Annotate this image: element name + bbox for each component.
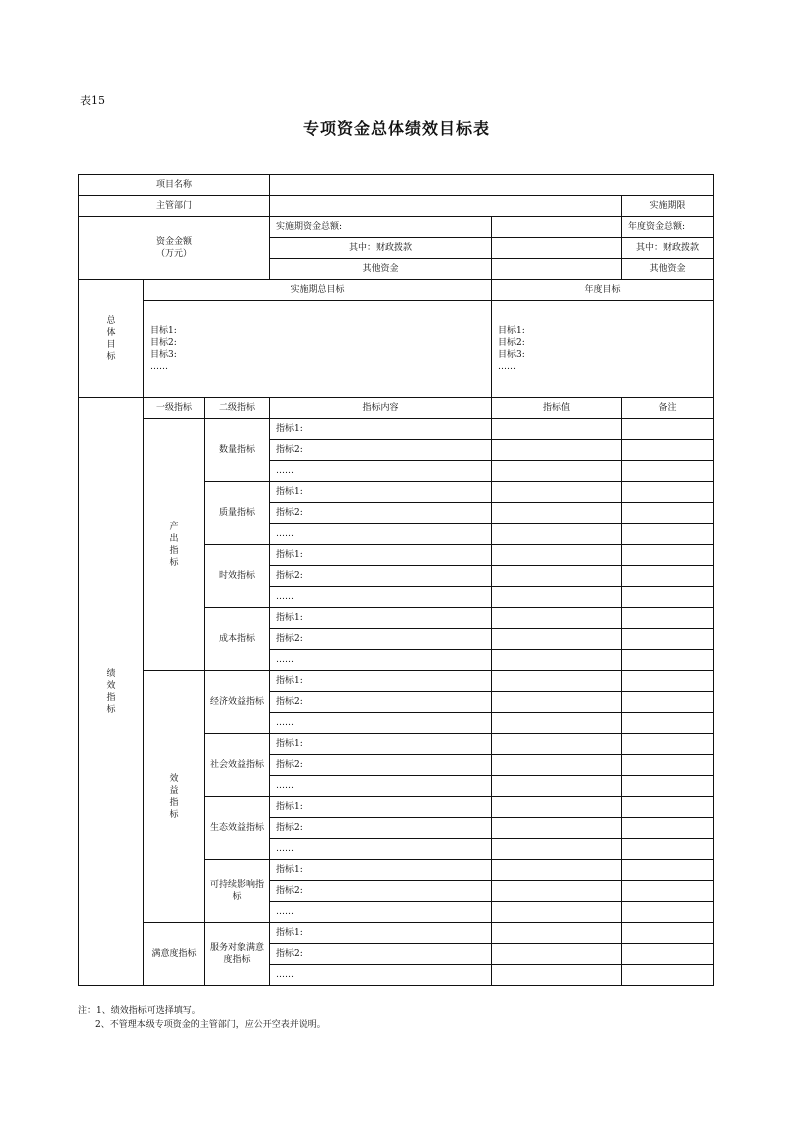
indicator-value-cell[interactable] xyxy=(492,755,622,776)
indicator-item[interactable]: 指标1: xyxy=(270,797,492,818)
goal-line: 目标3: xyxy=(150,350,177,360)
indicator-value-cell[interactable] xyxy=(492,818,622,839)
remark-cell[interactable] xyxy=(622,713,714,734)
period-label: 实施期限 xyxy=(622,196,714,217)
indicator-item[interactable]: 指标2: xyxy=(270,755,492,776)
indicator-value-cell[interactable] xyxy=(492,839,622,860)
indicator-item[interactable]: 指标1: xyxy=(270,671,492,692)
annual-goal-content[interactable] xyxy=(492,301,714,398)
benefit-indicator-label: 效益指标 xyxy=(144,671,205,923)
remark-cell[interactable] xyxy=(622,482,714,503)
quality-indicator-label: 质量指标 xyxy=(205,482,270,545)
header-level2: 二级指标 xyxy=(205,398,270,419)
indicator-item[interactable]: 指标2: xyxy=(270,629,492,650)
economic-benefit-label: 经济效益指标 xyxy=(205,671,270,734)
period-other-label: 其他资金 xyxy=(270,259,492,280)
indicator-value-cell[interactable] xyxy=(492,692,622,713)
ecological-benefit-label: 生态效益指标 xyxy=(205,797,270,860)
period-total-label: 实施期资金总额: xyxy=(270,217,492,238)
remark-cell[interactable] xyxy=(622,587,714,608)
indicator-value-cell[interactable] xyxy=(492,713,622,734)
remark-cell[interactable] xyxy=(622,818,714,839)
performance-indicator-label: 绩效指标 xyxy=(79,398,144,986)
indicator-item[interactable]: 指标1: xyxy=(270,608,492,629)
goal-line: 目标1: xyxy=(498,326,525,336)
annual-total-label: 年度资金总额: xyxy=(622,217,714,238)
funds-label xyxy=(79,217,270,280)
page-title: 专项资金总体绩效目标表 xyxy=(302,119,490,138)
funds-label-line1: 资金金额 xyxy=(155,237,192,247)
footnotes xyxy=(78,1004,326,1032)
indicator-value-cell[interactable] xyxy=(492,524,622,545)
indicator-value-cell[interactable] xyxy=(492,881,622,902)
indicator-value-cell[interactable] xyxy=(492,587,622,608)
department-label: 主管部门 xyxy=(79,196,270,217)
indicator-item[interactable]: 指标1: xyxy=(270,923,492,944)
remark-cell[interactable] xyxy=(622,902,714,923)
satisfaction-indicator-label: 满意度指标 xyxy=(144,923,205,986)
indicator-item[interactable]: 指标2: xyxy=(270,692,492,713)
remark-cell[interactable] xyxy=(622,755,714,776)
performance-goal-table xyxy=(78,174,714,986)
remark-cell[interactable] xyxy=(622,692,714,713)
goal-line: 目标1: xyxy=(150,326,177,336)
remark-cell[interactable] xyxy=(622,545,714,566)
indicator-value-cell[interactable] xyxy=(492,944,622,965)
remark-cell[interactable] xyxy=(622,419,714,440)
remark-cell[interactable] xyxy=(622,965,714,986)
remark-cell[interactable] xyxy=(622,503,714,524)
footnote: 2、不管理本级专项资金的主管部门，应公开空表并说明。 xyxy=(95,1020,326,1030)
indicator-item[interactable]: 指标2: xyxy=(270,440,492,461)
indicator-item[interactable]: …… xyxy=(270,902,492,923)
header-remark: 备注 xyxy=(622,398,714,419)
remark-cell[interactable] xyxy=(622,629,714,650)
remark-cell[interactable] xyxy=(622,608,714,629)
goal-line: …… xyxy=(498,362,516,372)
header-level1: 一级指标 xyxy=(144,398,205,419)
annual-other-label: 其他资金 xyxy=(622,259,714,280)
output-indicator-label: 产出指标 xyxy=(144,419,205,671)
indicator-item[interactable]: 指标1: xyxy=(270,545,492,566)
indicator-item[interactable]: 指标1: xyxy=(270,860,492,881)
remark-cell[interactable] xyxy=(622,797,714,818)
period-goal-header: 实施期总目标 xyxy=(144,280,492,301)
remark-cell[interactable] xyxy=(622,839,714,860)
remark-cell[interactable] xyxy=(622,461,714,482)
indicator-item[interactable]: 指标2: xyxy=(270,881,492,902)
remark-cell[interactable] xyxy=(622,440,714,461)
remark-cell[interactable] xyxy=(622,944,714,965)
indicator-item[interactable]: …… xyxy=(270,713,492,734)
remark-cell[interactable] xyxy=(622,881,714,902)
remark-cell[interactable] xyxy=(622,923,714,944)
indicator-value-cell[interactable] xyxy=(492,671,622,692)
indicator-value-cell[interactable] xyxy=(492,797,622,818)
period-total-value[interactable] xyxy=(492,217,622,238)
indicator-value-cell[interactable] xyxy=(492,923,622,944)
goal-line: …… xyxy=(150,362,168,372)
indicator-value-cell[interactable] xyxy=(492,965,622,986)
indicator-value-cell[interactable] xyxy=(492,482,622,503)
social-benefit-label: 社会效益指标 xyxy=(205,734,270,797)
indicator-item[interactable]: …… xyxy=(270,650,492,671)
indicator-value-cell[interactable] xyxy=(492,860,622,881)
indicator-item[interactable]: 指标2: xyxy=(270,944,492,965)
footnote: 注：1、绩效指标可选择填写。 xyxy=(78,1006,201,1016)
indicator-item[interactable]: 指标2: xyxy=(270,818,492,839)
indicator-item[interactable]: 指标1: xyxy=(270,419,492,440)
indicator-value-cell[interactable] xyxy=(492,608,622,629)
remark-cell[interactable] xyxy=(622,860,714,881)
indicator-item[interactable]: 指标2: xyxy=(270,503,492,524)
project-name-value[interactable] xyxy=(270,175,714,196)
cost-indicator-label: 成本指标 xyxy=(205,608,270,671)
indicator-item[interactable]: 指标1: xyxy=(270,482,492,503)
goal-line: 目标2: xyxy=(498,338,525,348)
indicator-item[interactable]: 指标2: xyxy=(270,566,492,587)
funds-label-line2: （万元） xyxy=(155,249,192,259)
header-content: 指标内容 xyxy=(270,398,492,419)
service-satisfaction-label: 服务对象满意度指标 xyxy=(205,923,270,986)
goal-line: 目标3: xyxy=(498,350,525,360)
indicator-value-cell[interactable] xyxy=(492,461,622,482)
remark-cell[interactable] xyxy=(622,734,714,755)
indicator-value-cell[interactable] xyxy=(492,545,622,566)
indicator-value-cell[interactable] xyxy=(492,902,622,923)
indicator-value-cell[interactable] xyxy=(492,734,622,755)
remark-cell[interactable] xyxy=(622,650,714,671)
period-fiscal-label: 其中：财政拨款 xyxy=(270,238,492,259)
indicator-value-cell[interactable] xyxy=(492,503,622,524)
indicator-item[interactable]: …… xyxy=(270,776,492,797)
indicator-value-cell[interactable] xyxy=(492,629,622,650)
department-value[interactable] xyxy=(270,196,622,217)
goal-line: 目标2: xyxy=(150,338,177,348)
indicator-item[interactable]: …… xyxy=(270,461,492,482)
period-goal-content[interactable] xyxy=(144,301,492,398)
timeliness-indicator-label: 时效指标 xyxy=(205,545,270,608)
header-value: 指标值 xyxy=(492,398,622,419)
annual-goal-header: 年度目标 xyxy=(492,280,714,301)
annual-fiscal-label: 其中：财政拨款 xyxy=(622,238,714,259)
indicator-value-cell[interactable] xyxy=(492,776,622,797)
remark-cell[interactable] xyxy=(622,776,714,797)
indicator-item[interactable]: …… xyxy=(270,965,492,986)
remark-cell[interactable] xyxy=(622,671,714,692)
indicator-item[interactable]: …… xyxy=(270,524,492,545)
sustainable-impact-label: 可持续影响指标 xyxy=(205,860,270,923)
remark-cell[interactable] xyxy=(622,566,714,587)
table-number: 表15 xyxy=(80,94,105,107)
period-fiscal-value[interactable] xyxy=(492,238,622,259)
project-name-label: 项目名称 xyxy=(79,175,270,196)
overall-goal-label: 总体目标 xyxy=(79,280,144,398)
indicator-item[interactable]: …… xyxy=(270,839,492,860)
indicator-item[interactable]: …… xyxy=(270,587,492,608)
period-other-value[interactable] xyxy=(492,259,622,280)
indicator-item[interactable]: 指标1: xyxy=(270,734,492,755)
indicator-value-cell[interactable] xyxy=(492,440,622,461)
indicator-value-cell[interactable] xyxy=(492,566,622,587)
indicator-value-cell[interactable] xyxy=(492,419,622,440)
remark-cell[interactable] xyxy=(622,524,714,545)
indicator-value-cell[interactable] xyxy=(492,650,622,671)
quantity-indicator-label: 数量指标 xyxy=(205,419,270,482)
